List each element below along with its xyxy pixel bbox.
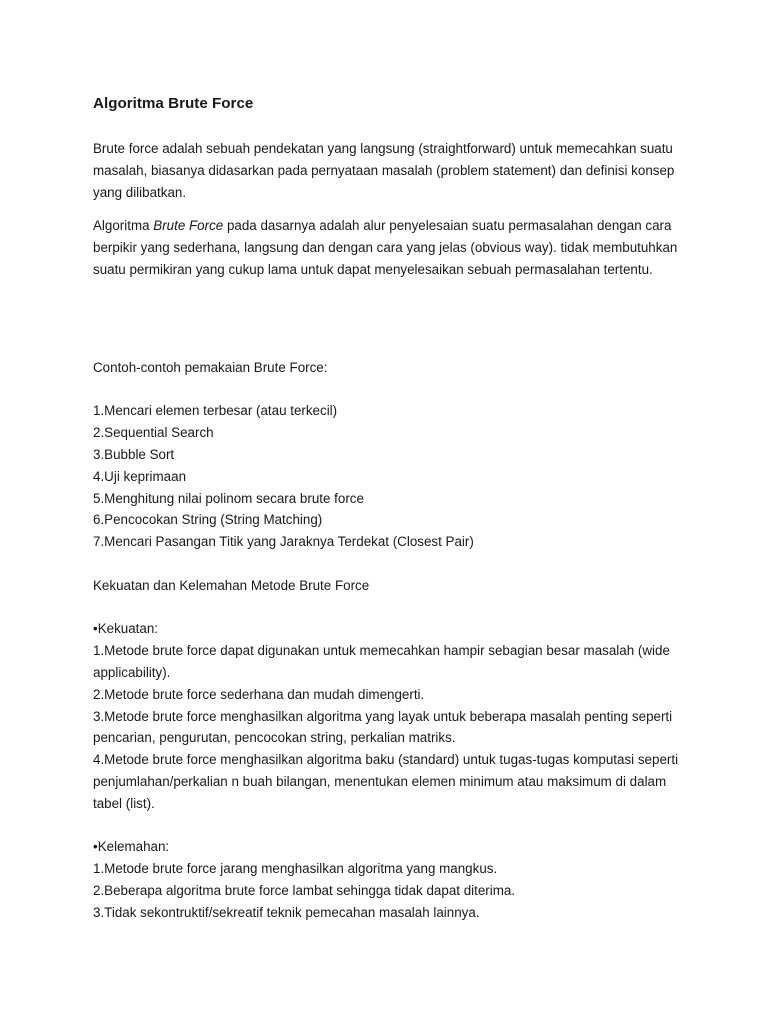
list-item: 4.Uji keprimaan: [93, 468, 187, 484]
strengths-weaknesses-heading: Kekuatan dan Kelemahan Metode Brute Force: [93, 577, 370, 593]
list-item: 3.Bubble Sort: [93, 446, 175, 462]
list-item: 1.Metode brute force dapat digunakan untuk memecahkan hampir sebagian besar masalah (wide applicability).: [93, 643, 670, 680]
list-item: 2.Metode brute force sederhana dan mudah dimengerti.: [93, 686, 425, 702]
weaknesses-list: [93, 858, 683, 923]
list-item: 1.Mencari elemen terbesar (atau terkecil): [93, 403, 338, 419]
spacer: [93, 281, 683, 357]
examples-heading: Contoh-contoh pemakaian Brute Force:: [93, 359, 328, 375]
list-item: 2.Sequential Search: [93, 425, 214, 441]
definition-emphasis: Brute Force: [153, 218, 224, 234]
list-item: 3.Tidak sekontruktif/sekreatif teknik pemecahan masalah lainnya.: [93, 904, 480, 920]
document-title: Algoritma Brute Force: [93, 95, 254, 112]
document-body: [93, 93, 683, 924]
list-item: 2.Beberapa algoritma brute force lambat sehingga tidak dapat diterima.: [93, 882, 516, 898]
definition-prefix: Algoritma: [93, 218, 154, 234]
definition-paragraph: [93, 215, 683, 280]
spacer: [93, 815, 683, 837]
list-item: 4.Metode brute force menghasilkan algoritma baku (standard) untuk tugas-tugas komputasi seperti penjumlahan/perkalian n buah bilangan, menentukan elemen minimum atau maksimum di dalam tabel (list).: [93, 752, 679, 811]
examples-list: [93, 400, 683, 553]
list-item: 1.Metode brute force jarang menghasilkan algoritma yang mangkus.: [93, 861, 498, 877]
list-item: 5.Menghitung nilai polinom secara brute force: [93, 490, 364, 506]
list-item: 3.Metode brute force menghasilkan algoritma yang layak untuk beberapa masalah penting seperti pencarian, pengurutan, pencocokan string, perkalian matriks.: [93, 708, 673, 746]
intro-paragraph: Brute force adalah sebuah pendekatan yang langsung (straightforward) untuk memecahkan suatu masalah, biasanya didasarkan pada pernyataan masalah (problem statement) dan definisi konsep yang dilibatkan.: [93, 141, 675, 200]
strengths-list: [93, 640, 683, 814]
definition-suffix: pada dasarnya adalah alur penyelesaian suatu permasalahan dengan cara berpikir yang sederhana, langsung dan dengan cara yang jelas (obvious way). tidak membutuhkan suatu permikiran yang cukup lama untuk dapat menyelesaikan sebuah permasalahan tertentu.: [93, 218, 678, 277]
strengths-heading: •Kekuatan:: [93, 621, 158, 637]
weaknesses-heading: •Kelemahan:: [93, 839, 170, 855]
list-item: 6.Pencocokan String (String Matching): [93, 512, 323, 528]
list-item: 7.Mencari Pasangan Titik yang Jaraknya Terdekat (Closest Pair): [93, 534, 474, 550]
